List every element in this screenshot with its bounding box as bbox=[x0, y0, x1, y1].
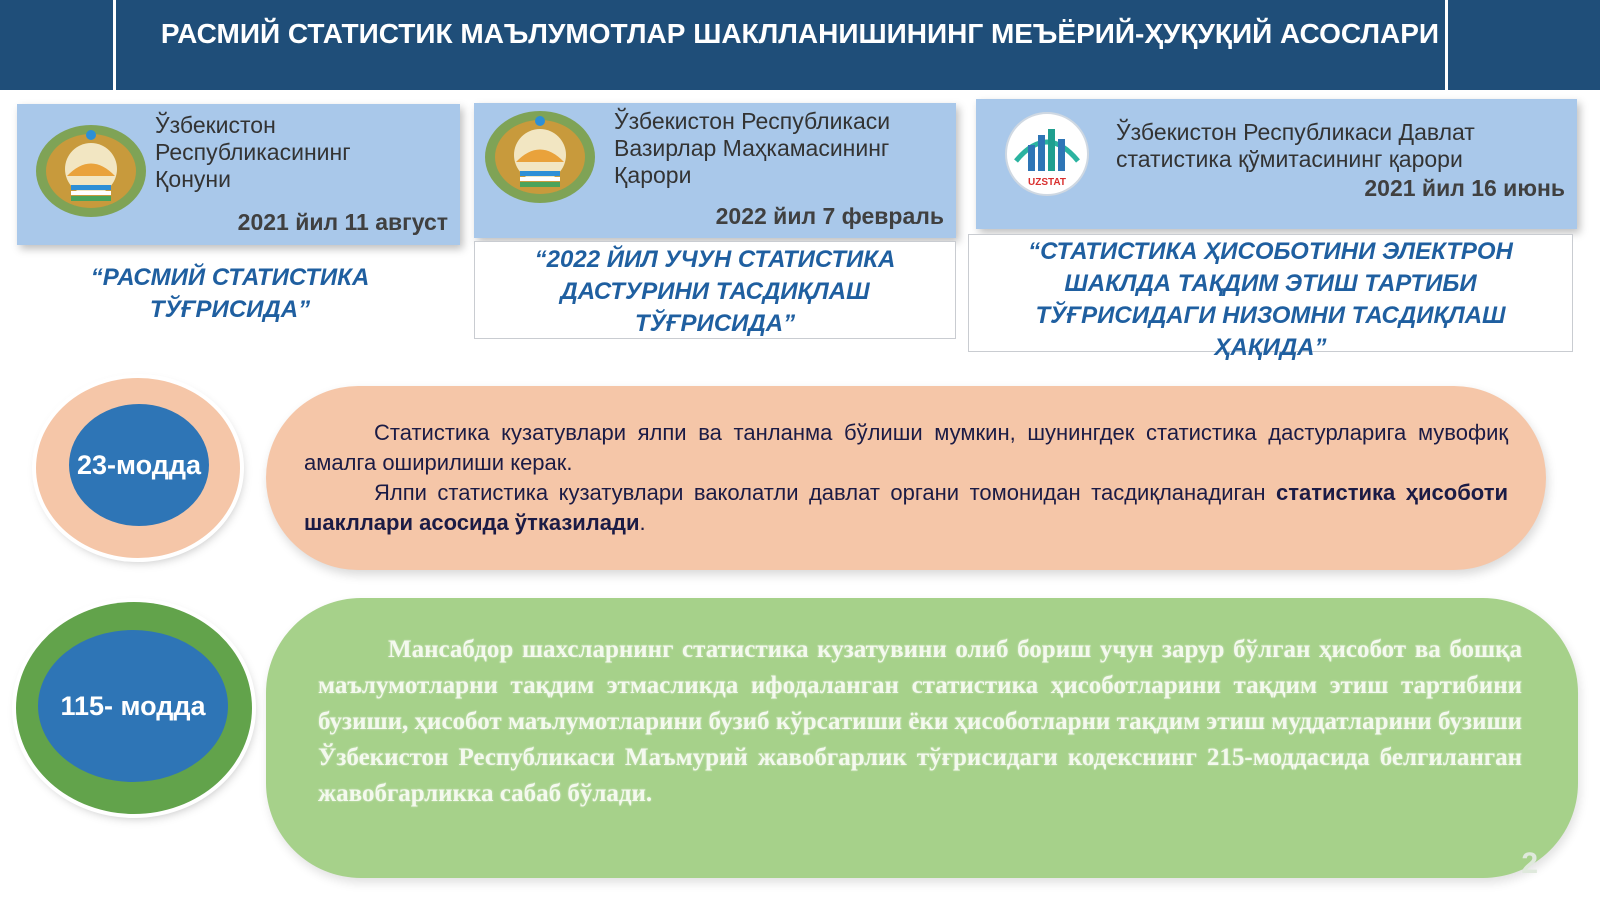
header-divider bbox=[113, 0, 116, 90]
article-text-box bbox=[266, 386, 1546, 570]
header-banner bbox=[0, 0, 1600, 90]
article-badge: 23-модда bbox=[69, 404, 209, 526]
article-text-span: . bbox=[639, 510, 646, 535]
article-text-box bbox=[266, 598, 1578, 878]
article-badge-ring bbox=[36, 378, 240, 558]
document-date: 2021 йил 11 август bbox=[237, 209, 448, 235]
page-title: РАСМИЙ СТАТИСТИК МАЪЛУМОТЛАР ШАКЛЛАНИШИНИНГ МЕЪЁРИЙ-ҲУҚУҚИЙ АСОСЛАРИ bbox=[160, 18, 1440, 49]
article-paragraph: Статистика кузатувлари ялпи ва танланма бўлиши мумкин, шунингдек статистика дастурларига мувофиқ амалга оширилиши керак. bbox=[304, 420, 1508, 475]
document-issuer: Ўзбекистон Республикасининг Қонуни bbox=[155, 112, 351, 192]
state-emblem-icon bbox=[31, 121, 151, 221]
document-card-statcom-resolution bbox=[976, 99, 1577, 229]
document-issuer: Ўзбекистон Республикаси Вазирлар Маҳкамасининг Қарори bbox=[614, 108, 891, 188]
article-paragraph: Мансабдор шахсларнинг статистика кузатувини олиб бориш учун зарур бўлган ҳисобот ва бошқа маълумотларни тақдим этмасликда ифодаланган статистика ҳисоботларини тақдим этиш тартибини бузиши, ҳисобот маълумотларини бузиб кўрсатиши ёки ҳисоботларни тақдим этиш муддатларини бузиши Ўзбекистон Республикаси Маъмурий жавобгарлик тўғрисидаги кодекснинг 215-моддасида белгиланган жавобгарликка сабаб бўлади. bbox=[318, 636, 1522, 807]
article-badge-ring bbox=[16, 602, 252, 814]
article-badge: 115- модда bbox=[38, 630, 228, 782]
document-date: 2021 йил 16 июнь bbox=[1364, 175, 1565, 201]
document-title: “2022 ЙИЛ УЧУН СТАТИСТИКА ДАСТУРИНИ ТАСДИҚЛАШ ТЎҒРИСИДА” bbox=[474, 241, 956, 339]
article-text-emphasis: статистика ҳисоботи шакллари асосида ўтказилади bbox=[304, 480, 1508, 535]
article-text bbox=[304, 418, 1508, 538]
document-title: “СТАТИСТИКА ҲИСОБОТИНИ ЭЛЕКТРОН ШАКЛДА ТАҚДИМ ЭТИШ ТАРТИБИ ТЎҒРИСИДАГИ НИЗОМНИ ТАСДИҚЛАШ ҲАҚИДА” bbox=[968, 234, 1573, 352]
document-issuer: Ўзбекистон Республикаси Давлат статистика қўмитасининг қарори bbox=[1116, 119, 1475, 172]
uzstat-logo-icon bbox=[1004, 111, 1090, 197]
article-paragraph bbox=[304, 478, 1508, 538]
page-number: 2 bbox=[1521, 847, 1538, 880]
article-text bbox=[318, 632, 1522, 812]
article-text-span: Ялпи статистика кузатувлари ваколатли давлат органи томонидан тасдиқланадиган bbox=[374, 480, 1276, 505]
state-emblem-icon bbox=[480, 107, 600, 207]
document-title: “РАСМИЙ СТАТИСТИКА ТЎҒРИСИДА” bbox=[90, 264, 370, 323]
document-card-law bbox=[17, 104, 460, 245]
uzstat-logo-text: UZSTAT bbox=[1028, 177, 1066, 188]
document-card-cabinet-resolution bbox=[474, 103, 956, 238]
document-date: 2022 йил 7 февраль bbox=[715, 203, 944, 229]
